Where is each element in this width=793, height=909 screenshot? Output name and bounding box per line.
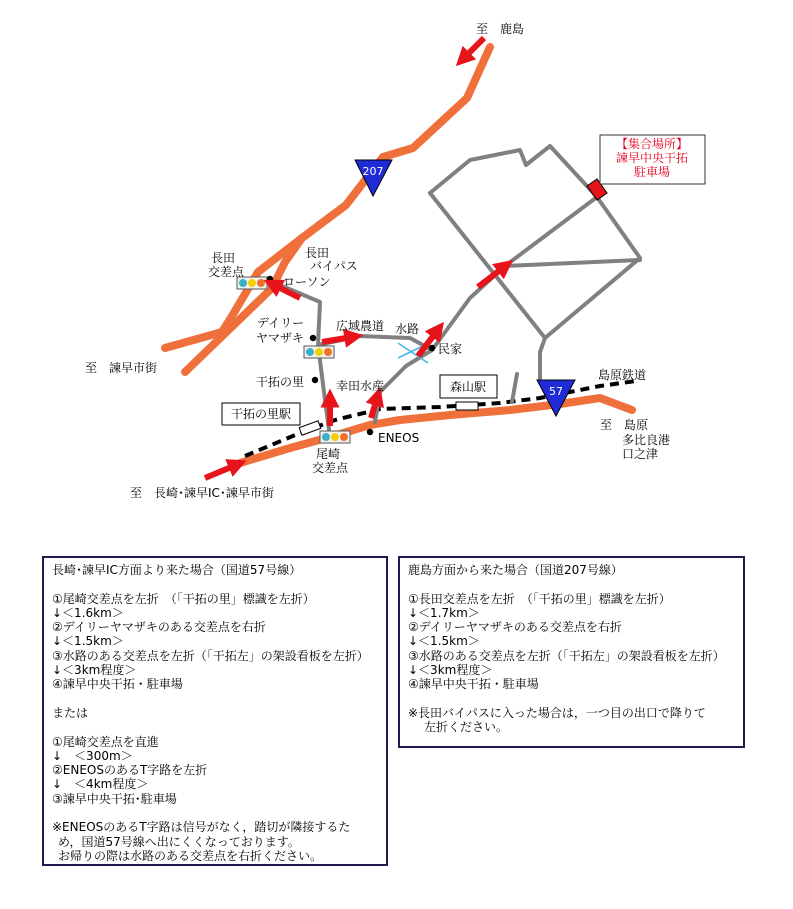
step-distance: ↓＜1.5km＞ xyxy=(408,634,480,649)
step: ①尾崎交差点を直進 xyxy=(52,734,159,749)
moriyama-station-label: 森山駅 xyxy=(449,380,487,394)
route-steps xyxy=(408,592,743,692)
road-suiro-to-meeting-place xyxy=(432,197,597,350)
minka-label: 民家 xyxy=(438,342,463,356)
nagata-bypass-label: 長田 xyxy=(305,246,330,260)
note-line: め，国道57号線へ出にくくなっております。 xyxy=(58,834,300,849)
daily-yamazaki-dot xyxy=(310,335,316,341)
kantaku-cross-road xyxy=(505,260,640,266)
meeting-place-parking: 駐車場 xyxy=(633,165,671,179)
to-nagasaki-label: 至 長崎･諫早IC･諫早市街 xyxy=(130,486,274,500)
lawson-dot xyxy=(267,276,273,282)
daily-yamazaki-label: デイリー xyxy=(257,316,305,330)
note-line: ※ENEOSのあるT字路は信号がなく，踏切が隣接するた xyxy=(52,820,351,835)
minka-dot xyxy=(429,345,435,351)
route-steps xyxy=(52,592,386,692)
meeting-place-label: 【集合場所】 xyxy=(615,137,689,151)
step: ②デイリーヤマザキのある交差点を右折 xyxy=(408,620,622,635)
nagata-bypass-label: バイパス xyxy=(310,259,358,273)
nagata-intersection-label: 交差点 xyxy=(208,265,245,279)
note xyxy=(408,706,743,735)
to-shimabara-label: 至 島原 xyxy=(600,418,649,432)
step-distance: ↓＜3km程度＞ xyxy=(408,663,493,678)
note xyxy=(52,820,386,863)
step: ②ENEOSのあるT字路を左折 xyxy=(52,763,208,778)
step-distance: ↓＜1.6km＞ xyxy=(52,605,124,620)
step-distance: ↓ ＜4km程度＞ xyxy=(52,777,149,792)
route-57-badge-label: 57 xyxy=(549,385,563,398)
note-line: ※長田バイパスに入った場合は，一つ目の出口で降りて xyxy=(408,705,706,720)
note-line: 左折ください。 xyxy=(424,720,509,735)
eneos-dot xyxy=(367,429,373,435)
to-isahaya-city-label: 至 諫早市街 xyxy=(85,361,158,375)
moriyama-station-icon xyxy=(456,402,478,410)
step: ④諫早中央干拓・駐車場 xyxy=(408,677,539,692)
step: ①尾崎交差点を左折 （「干拓の里」標識を左折） xyxy=(52,591,315,606)
traffic-light-icon xyxy=(320,431,350,443)
nagata-intersection-label: 長田 xyxy=(211,251,236,265)
step: ③水路のある交差点を左折（「干拓左」の架設看板を左折） xyxy=(52,648,369,663)
suiro-label: 水路 xyxy=(395,322,420,336)
ozaki-intersection-label: 交差点 xyxy=(312,461,349,475)
kantaku-no-sato-station-icon xyxy=(299,421,321,435)
route-207-branch-road xyxy=(185,238,305,372)
panel-title: 長崎･諫早IC方面より来た場合（国道57号線） xyxy=(52,563,302,577)
panel-title: 鹿島方面から来た場合（国道207号線） xyxy=(408,563,623,577)
to-shimabara-label: 多比良港 xyxy=(622,433,671,447)
step-distance: ↓＜1.7km＞ xyxy=(408,605,480,620)
traffic-light-icon xyxy=(304,346,334,358)
to-kashima-label: 至 鹿島 xyxy=(476,22,525,36)
directions-from-kashima-panel xyxy=(398,556,745,748)
railway-label: 島原鉄道 xyxy=(598,368,647,382)
or-label: または xyxy=(52,705,89,720)
meeting-place-name: 諫早中央干拓 xyxy=(615,151,689,165)
step-distance: ↓＜3km程度＞ xyxy=(52,663,137,678)
kantaku-no-sato-station-label: 干拓の里駅 xyxy=(230,407,292,421)
koda-suisan-label: 幸田水産 xyxy=(336,379,385,393)
route-207-road xyxy=(165,47,490,348)
step: ③水路のある交差点を左折（「干拓左」の架設看板を左折） xyxy=(408,648,725,663)
kantaku-no-sato-dot xyxy=(312,377,318,383)
lawson-label: ローソン xyxy=(283,275,331,289)
step-distance: ↓＜1.5km＞ xyxy=(52,634,124,649)
directions-from-nagasaki-panel xyxy=(42,556,388,866)
step-distance: ↓ ＜300m＞ xyxy=(52,748,133,763)
to-shimabara-label: 口之津 xyxy=(622,447,659,461)
step: ③諫早中央干拓･駐車場 xyxy=(52,791,177,806)
direction-arrow xyxy=(464,38,484,58)
eneos-label: ENEOS xyxy=(378,431,420,445)
alternative-route-steps xyxy=(52,735,386,806)
note-line: お帰りの際は水路のある交差点を右折ください。 xyxy=(58,848,323,863)
step: ①長田交差点を左折 （「干拓の里」標識を左折） xyxy=(408,591,671,606)
step: ②デイリーヤマザキのある交差点を右折 xyxy=(52,620,266,635)
step: ④諫早中央干拓・駐車場 xyxy=(52,677,183,692)
koiki-nodo-label: 広域農道 xyxy=(336,319,385,333)
direction-arrow xyxy=(205,465,236,478)
ozaki-intersection-label: 尾崎 xyxy=(316,447,341,461)
moriyama-station-road xyxy=(512,374,517,402)
kantaku-no-sato-label: 干拓の里 xyxy=(256,375,305,389)
direction-arrow xyxy=(322,337,352,342)
route-207-badge-label: 207 xyxy=(362,165,384,178)
daily-yamazaki-label: ヤマザキ xyxy=(256,331,305,345)
